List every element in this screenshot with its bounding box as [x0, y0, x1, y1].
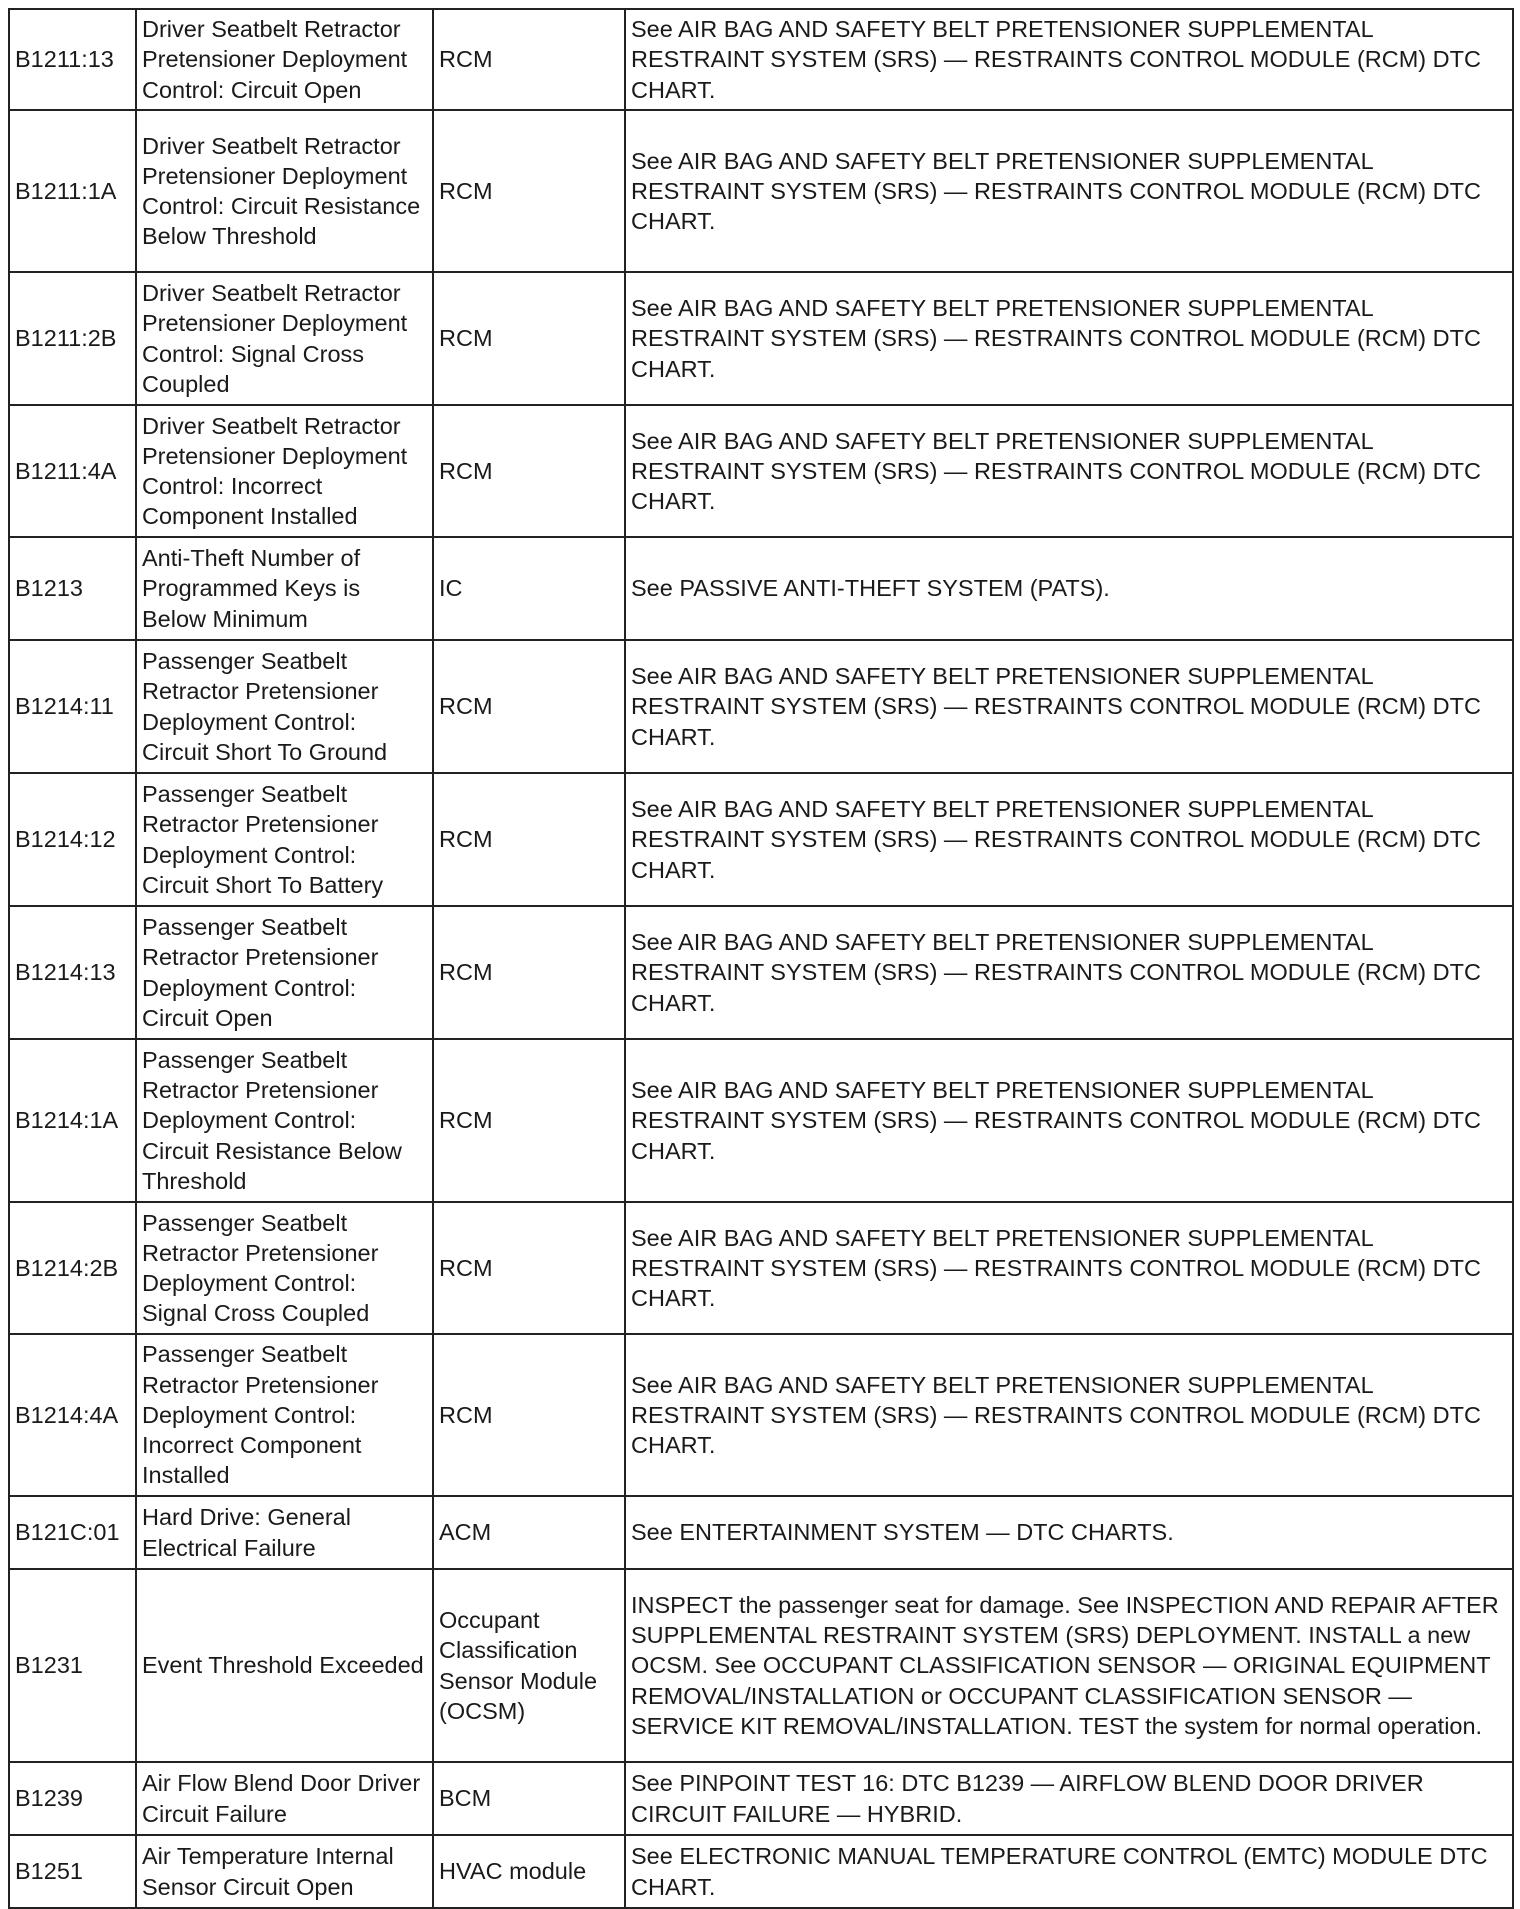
dtc-description-cell: Passenger Seatbelt Retractor Pretensioner Deployment Control: Circuit Open — [136, 906, 433, 1039]
table-row — [9, 1334, 1513, 1496]
dtc-description-cell: Driver Seatbelt Retractor Pretensioner Deployment Control: Signal Cross Coupled — [136, 272, 433, 405]
table-row — [9, 1835, 1513, 1908]
dtc-description-cell: Passenger Seatbelt Retractor Pretensioner Deployment Control: Circuit Resistance Below Threshold — [136, 1039, 433, 1202]
module-cell: RCM — [433, 9, 625, 110]
action-cell: See AIR BAG AND SAFETY BELT PRETENSIONER SUPPLEMENTAL RESTRAINT SYSTEM (SRS) — RESTRAINTS CONTROL MODULE (RCM) DTC CHART. — [625, 906, 1513, 1039]
action-cell: INSPECT the passenger seat for damage. See INSPECTION AND REPAIR AFTER SUPPLEMENTAL RESTRAINT SYSTEM (SRS) DEPLOYMENT. INSTALL a new OCSM. See OCCUPANT CLASSIFICATION SENSOR — ORIGINAL EQUIPMENT REMOVAL/INSTALLATION or OCCUPANT CLASSIFICATION SENSOR — SERVICE KIT REMOVAL/INSTALLATION. TEST the system for normal operation. — [625, 1569, 1513, 1762]
action-cell: See AIR BAG AND SAFETY BELT PRETENSIONER SUPPLEMENTAL RESTRAINT SYSTEM (SRS) — RESTRAINTS CONTROL MODULE (RCM) DTC CHART. — [625, 110, 1513, 272]
action-cell: See AIR BAG AND SAFETY BELT PRETENSIONER SUPPLEMENTAL RESTRAINT SYSTEM (SRS) — RESTRAINTS CONTROL MODULE (RCM) DTC CHART. — [625, 640, 1513, 773]
module-cell: RCM — [433, 640, 625, 773]
dtc-code-cell: B1214:4A — [9, 1334, 136, 1496]
action-cell: See AIR BAG AND SAFETY BELT PRETENSIONER SUPPLEMENTAL RESTRAINT SYSTEM (SRS) — RESTRAINTS CONTROL MODULE (RCM) DTC CHART. — [625, 1334, 1513, 1496]
module-cell: RCM — [433, 773, 625, 906]
dtc-code-cell: B1213 — [9, 537, 136, 640]
table-row — [9, 272, 1513, 405]
module-cell: RCM — [433, 272, 625, 405]
module-cell: Occupant Classification Sensor Module (OCSM) — [433, 1569, 625, 1762]
action-cell: See AIR BAG AND SAFETY BELT PRETENSIONER SUPPLEMENTAL RESTRAINT SYSTEM (SRS) — RESTRAINTS CONTROL MODULE (RCM) DTC CHART. — [625, 773, 1513, 906]
action-cell: See AIR BAG AND SAFETY BELT PRETENSIONER SUPPLEMENTAL RESTRAINT SYSTEM (SRS) — RESTRAINTS CONTROL MODULE (RCM) DTC CHART. — [625, 272, 1513, 405]
table-row — [9, 1039, 1513, 1202]
dtc-code-cell: B1211:2B — [9, 272, 136, 405]
table-row — [9, 906, 1513, 1039]
dtc-description-cell: Driver Seatbelt Retractor Pretensioner Deployment Control: Circuit Open — [136, 9, 433, 110]
module-cell: RCM — [433, 405, 625, 537]
dtc-description-cell: Air Flow Blend Door Driver Circuit Failure — [136, 1762, 433, 1835]
module-cell: RCM — [433, 906, 625, 1039]
dtc-description-cell: Passenger Seatbelt Retractor Pretensioner Deployment Control: Incorrect Component Installed — [136, 1334, 433, 1496]
dtc-code-cell: B1231 — [9, 1569, 136, 1762]
module-cell: RCM — [433, 1334, 625, 1496]
dtc-chart-table — [8, 8, 1514, 1909]
dtc-description-cell: Driver Seatbelt Retractor Pretensioner Deployment Control: Incorrect Component Installed — [136, 405, 433, 537]
table-row — [9, 110, 1513, 272]
module-cell: BCM — [433, 1762, 625, 1835]
dtc-description-cell: Anti-Theft Number of Programmed Keys is Below Minimum — [136, 537, 433, 640]
action-cell: See ENTERTAINMENT SYSTEM — DTC CHARTS. — [625, 1496, 1513, 1569]
dtc-table-body — [9, 9, 1513, 1908]
dtc-description-cell: Passenger Seatbelt Retractor Pretensioner Deployment Control: Circuit Short To Battery — [136, 773, 433, 906]
module-cell: RCM — [433, 1039, 625, 1202]
dtc-code-cell: B1214:2B — [9, 1202, 136, 1334]
dtc-description-cell: Hard Drive: General Electrical Failure — [136, 1496, 433, 1569]
dtc-code-cell: B1251 — [9, 1835, 136, 1908]
dtc-code-cell: B1211:13 — [9, 9, 136, 110]
module-cell: RCM — [433, 110, 625, 272]
dtc-code-cell: B121C:01 — [9, 1496, 136, 1569]
action-cell: See AIR BAG AND SAFETY BELT PRETENSIONER SUPPLEMENTAL RESTRAINT SYSTEM (SRS) — RESTRAINTS CONTROL MODULE (RCM) DTC CHART. — [625, 1039, 1513, 1202]
action-cell: See AIR BAG AND SAFETY BELT PRETENSIONER SUPPLEMENTAL RESTRAINT SYSTEM (SRS) — RESTRAINTS CONTROL MODULE (RCM) DTC CHART. — [625, 405, 1513, 537]
dtc-description-cell: Event Threshold Exceeded — [136, 1569, 433, 1762]
dtc-description-cell: Passenger Seatbelt Retractor Pretensioner Deployment Control: Circuit Short To Ground — [136, 640, 433, 773]
dtc-document-page — [8, 8, 1512, 1900]
action-cell: See AIR BAG AND SAFETY BELT PRETENSIONER SUPPLEMENTAL RESTRAINT SYSTEM (SRS) — RESTRAINTS CONTROL MODULE (RCM) DTC CHART. — [625, 1202, 1513, 1334]
module-cell: IC — [433, 537, 625, 640]
module-cell: RCM — [433, 1202, 625, 1334]
dtc-description-cell: Driver Seatbelt Retractor Pretensioner Deployment Control: Circuit Resistance Below Threshold — [136, 110, 433, 272]
table-row — [9, 1569, 1513, 1762]
table-row — [9, 9, 1513, 110]
action-cell: See PASSIVE ANTI-THEFT SYSTEM (PATS). — [625, 537, 1513, 640]
dtc-code-cell: B1211:4A — [9, 405, 136, 537]
action-cell: See PINPOINT TEST 16: DTC B1239 — AIRFLOW BLEND DOOR DRIVER CIRCUIT FAILURE — HYBRID. — [625, 1762, 1513, 1835]
dtc-code-cell: B1214:11 — [9, 640, 136, 773]
dtc-description-cell: Passenger Seatbelt Retractor Pretensioner Deployment Control: Signal Cross Coupled — [136, 1202, 433, 1334]
dtc-code-cell: B1211:1A — [9, 110, 136, 272]
table-row — [9, 1496, 1513, 1569]
table-row — [9, 1762, 1513, 1835]
module-cell: ACM — [433, 1496, 625, 1569]
table-row — [9, 405, 1513, 537]
action-cell: See ELECTRONIC MANUAL TEMPERATURE CONTROL (EMTC) MODULE DTC CHART. — [625, 1835, 1513, 1908]
dtc-code-cell: B1214:1A — [9, 1039, 136, 1202]
dtc-code-cell: B1214:12 — [9, 773, 136, 906]
dtc-description-cell: Air Temperature Internal Sensor Circuit Open — [136, 1835, 433, 1908]
table-row — [9, 773, 1513, 906]
module-cell: HVAC module — [433, 1835, 625, 1908]
dtc-code-cell: B1239 — [9, 1762, 136, 1835]
action-cell: See AIR BAG AND SAFETY BELT PRETENSIONER SUPPLEMENTAL RESTRAINT SYSTEM (SRS) — RESTRAINTS CONTROL MODULE (RCM) DTC CHART. — [625, 9, 1513, 110]
table-row — [9, 640, 1513, 773]
dtc-code-cell: B1214:13 — [9, 906, 136, 1039]
table-row — [9, 537, 1513, 640]
table-row — [9, 1202, 1513, 1334]
